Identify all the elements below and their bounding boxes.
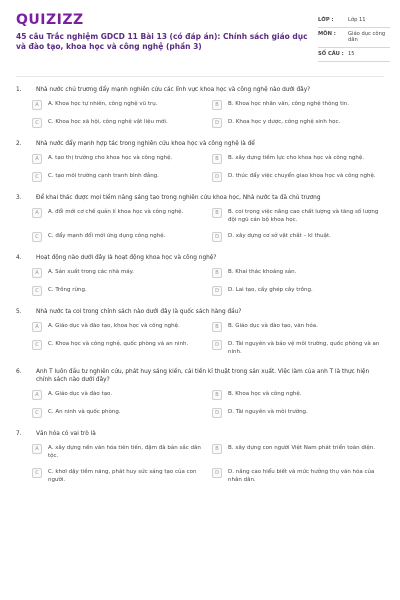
option-d[interactable]	[212, 340, 384, 356]
option-badge: A	[32, 154, 42, 164]
question-number: 6.	[16, 369, 22, 375]
option-text: D. xây dựng cơ sở vật chất – kĩ thuật.	[228, 233, 331, 239]
meta-row	[318, 48, 390, 62]
option-a[interactable]	[32, 268, 204, 278]
question-text: Để khai thác được mọi tiềm năng sáng tạo trong nghiên cứu khoa học, Nhà nước ta đã chủ trương	[36, 195, 321, 201]
option-b[interactable]	[212, 100, 384, 110]
question	[16, 368, 384, 418]
option-badge: C	[32, 408, 42, 418]
option-b[interactable]	[212, 208, 384, 224]
option-c[interactable]	[32, 172, 204, 182]
divider	[16, 76, 384, 77]
question-header	[16, 140, 384, 148]
option-text: B. xây dựng con người Việt Nam phát triển toàn diện.	[228, 445, 375, 451]
options	[16, 208, 384, 242]
option-badge: C	[32, 118, 42, 128]
option-badge: B	[212, 444, 222, 454]
question-header	[16, 194, 384, 202]
option-text: C. khơi dậy tiềm năng, phát huy sức sáng tạo của con người.	[48, 469, 197, 483]
question-text: Nhà nước ta coi trong chính sách nào dưới đây là quốc sách hàng đầu?	[36, 309, 242, 315]
option-b[interactable]	[212, 268, 384, 278]
option-b[interactable]	[212, 444, 384, 460]
option-text: A. tạo thị trường cho khoa học và công nghệ.	[48, 155, 173, 161]
option-badge: C	[32, 232, 42, 242]
option-c[interactable]	[32, 232, 204, 242]
option-text: C. đẩy mạnh đổi mới ứng dụng công nghệ.	[48, 233, 166, 239]
meta-label: MÔN :	[318, 31, 336, 37]
question-text: Văn hóa có vai trò là	[36, 431, 96, 437]
option-badge: A	[32, 208, 42, 218]
option-badge: A	[32, 444, 42, 454]
meta-row	[318, 28, 390, 48]
option-a[interactable]	[32, 208, 204, 224]
question-number: 5.	[16, 309, 22, 315]
option-c[interactable]	[32, 340, 204, 356]
option-b[interactable]	[212, 322, 384, 332]
options	[16, 444, 384, 484]
option-text: B. xây dựng tiềm lực cho khoa học và công nghệ.	[228, 155, 365, 161]
question-number: 3.	[16, 195, 22, 201]
question-text: Anh T luôn đầu tư nghiên cứu, phát huy sáng kiến, cải tiến kĩ thuật trong sản xuất. Việc làm của anh T là thực hiện chính sách nào dưới đây?	[36, 369, 370, 383]
option-badge: C	[32, 468, 42, 478]
worksheet-title: 45 câu Trắc nghiệm GDCD 11 Bài 13 (có đáp án): Chính sách giáo dục và đào tạo, khoa học và công nghệ (phần 3)	[16, 32, 308, 51]
question	[16, 86, 384, 128]
question-text: Nhà nước đẩy mạnh hợp tác trong nghiên cứu khoa học và công nghệ là để	[36, 141, 255, 147]
option-badge: A	[32, 322, 42, 332]
option-b[interactable]	[212, 154, 384, 164]
option-text: B. Khai thác khoáng sản.	[228, 269, 297, 275]
option-badge: A	[32, 268, 42, 278]
option-badge: A	[32, 390, 42, 400]
option-badge: B	[212, 322, 222, 332]
question	[16, 140, 384, 182]
option-badge: D	[212, 286, 222, 296]
option-text: C. An ninh và quốc phòng.	[48, 409, 121, 415]
question-header	[16, 368, 384, 384]
option-text: A. Giáo dục và đào tạo.	[48, 391, 113, 397]
option-d[interactable]	[212, 408, 384, 418]
meta-value: Giáo dục công dân	[348, 31, 386, 43]
option-badge: B	[212, 268, 222, 278]
options	[16, 100, 384, 128]
meta-row	[318, 14, 390, 28]
option-text: B. Khoa học và công nghệ.	[228, 391, 302, 397]
option-d[interactable]	[212, 172, 384, 182]
options	[16, 390, 384, 418]
option-badge: B	[212, 208, 222, 218]
option-text: C. Khoa học xã hội, công nghệ vật liệu mới.	[48, 119, 168, 125]
options	[16, 154, 384, 182]
option-text: B. Giáo dục và đào tạo, văn hóa.	[228, 323, 318, 329]
header	[0, 0, 400, 72]
question	[16, 254, 384, 296]
option-text: D. Lai tạo, cấy ghép cây trồng.	[228, 287, 313, 293]
option-d[interactable]	[212, 286, 384, 296]
meta-value: Lớp 11	[348, 17, 366, 23]
option-c[interactable]	[32, 468, 204, 484]
option-badge: C	[32, 340, 42, 350]
option-text: D. Khoa học y dược, công nghệ sinh học.	[228, 119, 341, 125]
option-text: A. Sản xuất trong các nhà máy.	[48, 269, 134, 275]
option-a[interactable]	[32, 100, 204, 110]
question-number: 2.	[16, 141, 22, 147]
meta-label: SỐ CÂU :	[318, 51, 344, 57]
option-text: B. coi trọng việc nâng cao chất lượng và tăng số lượng đội ngũ cán bộ khoa học.	[228, 209, 379, 223]
option-c[interactable]	[32, 118, 204, 128]
question-number: 4.	[16, 255, 22, 261]
option-a[interactable]	[32, 322, 204, 332]
option-badge: D	[212, 232, 222, 242]
option-a[interactable]	[32, 390, 204, 400]
question-list	[0, 86, 400, 496]
meta-label: LỚP :	[318, 17, 334, 23]
options	[16, 268, 384, 296]
option-text: D. nâng cao hiểu biết và mức hưởng thụ văn hóa của nhân dân.	[228, 469, 375, 483]
question-header	[16, 308, 384, 316]
option-d[interactable]	[212, 468, 384, 484]
question-header	[16, 254, 384, 262]
option-text: D. thúc đẩy việc chuyển giao khoa học và công nghệ.	[228, 173, 376, 179]
option-badge: D	[212, 172, 222, 182]
option-c[interactable]	[32, 286, 204, 296]
option-a[interactable]	[32, 154, 204, 164]
option-badge: D	[212, 468, 222, 478]
question	[16, 308, 384, 356]
question	[16, 194, 384, 242]
option-text: A. xây dựng nền văn hóa tiên tiến, đậm đà bản sắc dân tộc.	[48, 445, 201, 459]
meta-value: 15	[348, 51, 355, 57]
option-a[interactable]	[32, 444, 204, 460]
option-badge: D	[212, 340, 222, 350]
option-badge: D	[212, 408, 222, 418]
option-badge: C	[32, 172, 42, 182]
option-badge: C	[32, 286, 42, 296]
option-c[interactable]	[32, 408, 204, 418]
option-badge: B	[212, 390, 222, 400]
question-number: 7.	[16, 431, 22, 437]
question	[16, 430, 384, 484]
question-text: Nhà nước chủ trương đẩy mạnh nghiên cứu các lĩnh vực khoa học và công nghệ nào dưới đây?	[36, 87, 311, 93]
option-badge: A	[32, 100, 42, 110]
question-header	[16, 430, 384, 438]
meta-panel	[318, 14, 390, 62]
option-text: D. Tài nguyên và bảo vệ môi trường, quốc phòng và an ninh.	[228, 341, 380, 355]
option-text: B. Khoa học nhân văn, công nghệ thông tin.	[228, 101, 350, 107]
options	[16, 322, 384, 356]
option-badge: B	[212, 100, 222, 110]
option-text: D. Tài nguyên và môi trường.	[228, 409, 308, 415]
option-text: C. tạo môi trường cạnh tranh bình đẳng.	[48, 173, 159, 179]
option-badge: B	[212, 154, 222, 164]
option-badge: D	[212, 118, 222, 128]
question-number: 1.	[16, 87, 22, 93]
quizizz-logo: QUIZIZZ	[16, 12, 84, 28]
option-b[interactable]	[212, 390, 384, 400]
question-header	[16, 86, 384, 94]
question-text: Hoạt động nào dưới đây là hoạt động khoa học và công nghệ?	[36, 255, 217, 261]
option-text: A. Khoa học tự nhiên, công nghệ vũ trụ.	[48, 101, 158, 107]
option-d[interactable]	[212, 118, 384, 128]
option-text: A. Giáo dục và đào tạo, khoa học và công nghệ.	[48, 323, 180, 329]
option-text: C. Trồng rừng.	[48, 287, 87, 293]
option-d[interactable]	[212, 232, 384, 242]
option-text: A. đổi mới cơ chế quản lí khoa học và công nghệ.	[48, 209, 184, 215]
option-text: C. Khoa học và công nghệ, quốc phòng và an ninh.	[48, 341, 189, 347]
